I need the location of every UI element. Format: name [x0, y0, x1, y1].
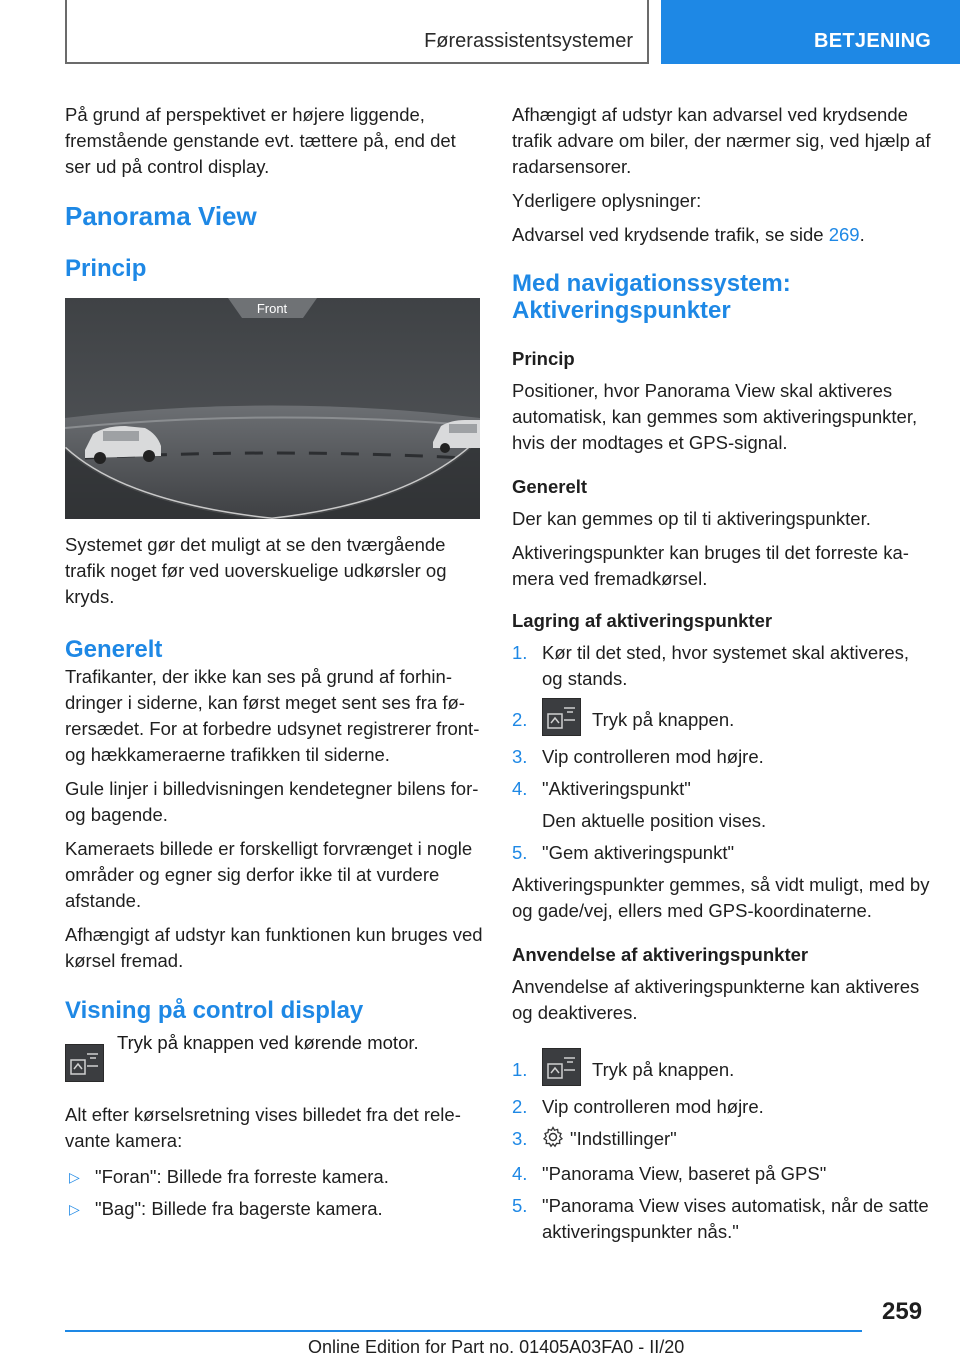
list-item	[65, 1164, 483, 1190]
generelt-right-paragraph-1: Der kan gemmes op til ti aktiveringspunkter.	[512, 508, 871, 529]
header-section: BETJENING	[814, 30, 932, 52]
intro-paragraph: På grund af perspektivet er højere liggende, fremstående genstande evt. tættere på, end det ser ud på control display.	[65, 104, 456, 177]
cross-traffic-reference: Advarsel ved krydsende trafik, se side 269.	[512, 224, 865, 245]
footer-edition: Online Edition for Part no. 01405A03FA0 - II/20	[308, 1337, 685, 1357]
list-item: 1. Kør til det sted, hvor systemet skal aktiveres, og stands.	[512, 642, 910, 689]
generelt-paragraph-1: Trafikanter, der ikke kan ses på grund af forhindringer i siderne, kan først meget sent ses fra førersædet. For at forbedre udsynet registrerer front- og hækkameraerne trafikken til siderne.	[65, 666, 480, 765]
header-chapter-tab	[65, 0, 649, 64]
more-info-label: Yderligere oplysninger:	[512, 190, 702, 211]
header-chapter: Førerassistentsystemer	[424, 30, 633, 52]
heading-visning: Visning på control display	[65, 997, 364, 1024]
camera-button-icon	[542, 1048, 581, 1086]
heading-generelt: Generelt	[65, 636, 163, 663]
footer-divider	[65, 1330, 862, 1332]
list-item: 5. "Panorama View vises automatisk, når de satte aktiveringspunkter nås."	[512, 1195, 929, 1242]
camera-button-icon	[65, 1044, 104, 1082]
page-number: 259	[882, 1298, 923, 1325]
list-item: 3. Vip controlleren mod højre.	[512, 746, 764, 767]
radar-paragraph: Afhængigt af udstyr kan advarsel ved krydsende trafik advare om biler, der nærmer sig, ved hjælp af radarsensorer.	[512, 104, 931, 177]
heading-generelt-right: Generelt	[512, 476, 588, 497]
list-item: 5. "Gem aktiveringspunkt"	[512, 842, 735, 863]
left-column	[65, 102, 483, 1222]
heading-lagring: Lagring af aktiveringspunkter	[512, 610, 773, 631]
visning-button-row	[65, 1030, 483, 1082]
princip-paragraph: Systemet gør det muligt at se den tværgående trafik noget før ved uoverskuelige udkørsler og kryds.	[65, 534, 447, 607]
heading-navigation: Med navigationssystem: Aktiveringspunkter	[512, 270, 791, 324]
visning-button-text: Tryk på knappen ved kørende motor.	[117, 1032, 419, 1053]
list-item: 4. "Panorama View, baseret på GPS"	[512, 1163, 827, 1184]
camera-button-icon	[542, 698, 581, 736]
header-section-tab	[661, 0, 960, 64]
generelt-paragraph-3: Kameraets billede er forskelligt forvrænget i nogle områder og egner sig derfor ikke til at vurdere afstande.	[65, 838, 473, 911]
list-item: 3. "Indstillinger"	[512, 1126, 932, 1155]
bullet-text: "Bag": Billede fra bagerste kamera.	[95, 1198, 383, 1219]
lagring-steps-list	[512, 640, 932, 866]
list-item: 2. Vip controlleren mod højre.	[512, 1096, 764, 1117]
heading-princip-right: Princip	[512, 348, 575, 369]
right-column	[512, 102, 932, 1245]
heading-anvendelse: Anvendelse af aktiveringspunkter	[512, 944, 809, 965]
generelt-paragraph-4: Afhængigt af udstyr kan funktionen kun bruges ved kørsel fremad.	[65, 924, 483, 971]
page-link-269[interactable]: 269	[828, 224, 860, 245]
heading-princip: Princip	[65, 255, 147, 282]
bullet-triangle-icon: ▷	[69, 1201, 80, 1217]
list-item	[65, 1196, 483, 1222]
camera-bullet-list	[65, 1164, 483, 1222]
visning-paragraph: Alt efter kørselsretning vises billedet fra det relevante kamera:	[65, 1104, 461, 1151]
heading-panorama-view: Panorama View	[65, 201, 257, 231]
panorama-camera-image	[65, 298, 480, 519]
figure-front-label: Front	[256, 301, 288, 316]
list-item: 4. "Aktiveringspunkt" Den aktuelle position vises.	[512, 778, 767, 831]
generelt-paragraph-2: Gule linjer i billedvisningen kendetegner bilens for- og bagende.	[65, 778, 479, 825]
list-item: 1. Tryk på knappen.	[512, 1048, 932, 1092]
gear-icon	[542, 1126, 570, 1155]
anvendelse-steps-list	[512, 1048, 932, 1245]
lagring-after-paragraph: Aktiveringspunkter gemmes, så vidt muligt, med by og gade/vej, ellers med GPS-koordinaterne.	[512, 874, 930, 921]
princip-right-paragraph: Positioner, hvor Panorama View skal aktiveres automatisk, kan gemmes som aktiveringspunkter, hvis der modtages et GPS-signal.	[512, 380, 918, 453]
panorama-scene	[65, 298, 480, 519]
list-item: 2. Tryk på knappen.	[512, 698, 932, 742]
bullet-text: "Foran": Billede fra forreste kamera.	[95, 1166, 389, 1187]
generelt-right-paragraph-2: Aktiveringspunkter kan bruges til det forreste kamera ved fremadkørsel.	[512, 542, 909, 589]
anvendelse-paragraph: Anvendelse af aktiveringspunkterne kan aktiveres og deaktiveres.	[512, 976, 920, 1023]
bullet-triangle-icon: ▷	[69, 1169, 80, 1185]
